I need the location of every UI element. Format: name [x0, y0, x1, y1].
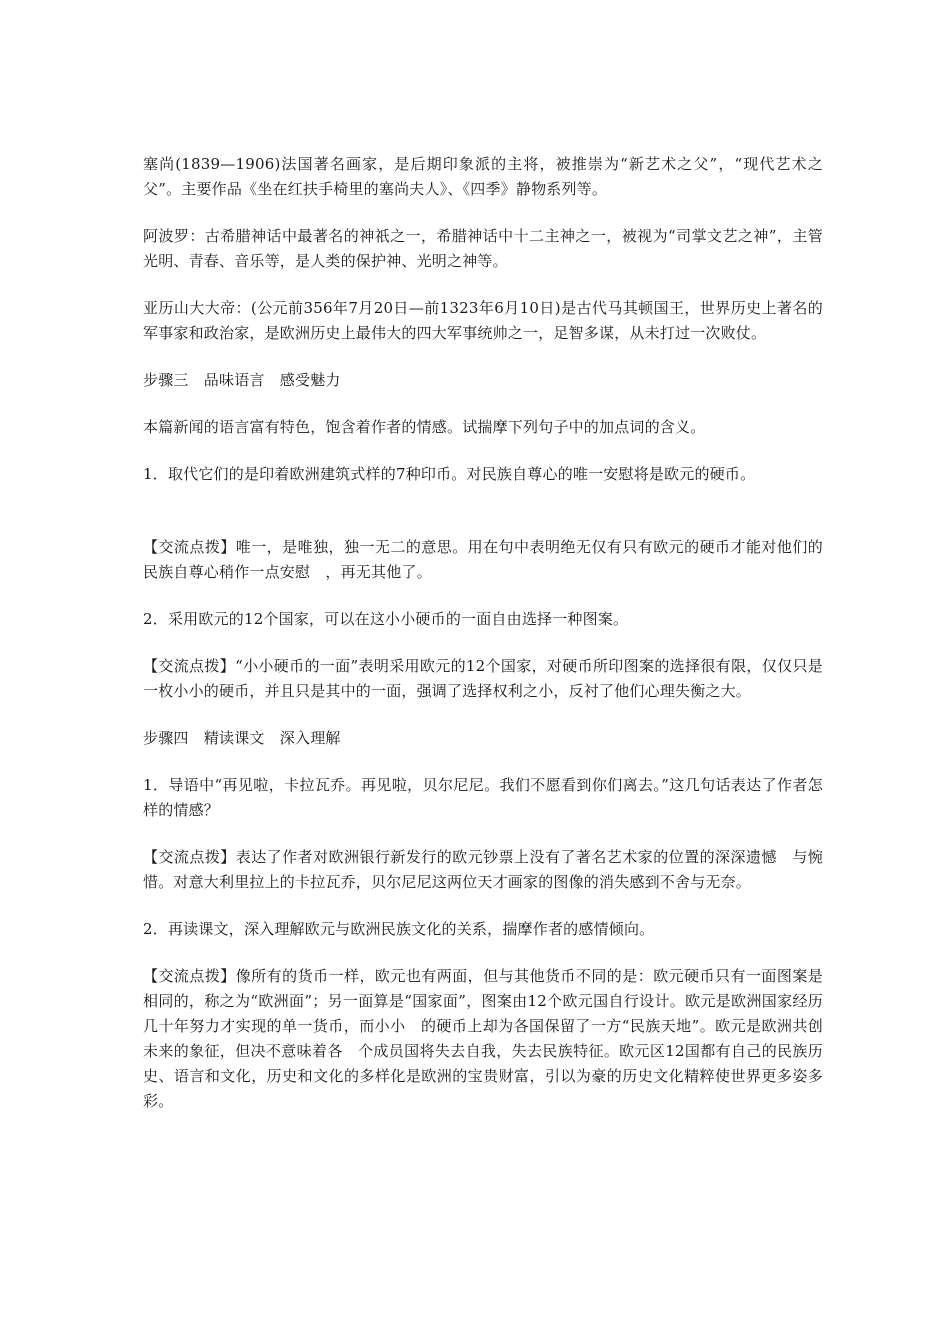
answer-three: 【交流点拨】表达了作者对欧洲银行新发行的欧元钞票上没有了著名艺术家的位置的深深遗憾 与惋惜。对意大利里拉上的卡拉瓦乔，贝尔尼尼这两位天才画家的图像的消失感到不舍与无奈。	[143, 848, 823, 891]
step-four-heading: 步骤四 精读课文 深入理解	[143, 729, 341, 747]
question-four: 2．再读课文，深入理解欧元与欧洲民族文化的关系，揣摩作者的感情倾向。	[143, 920, 655, 938]
paragraph-language-intro: 本篇新闻的语言富有特色，饱含着作者的情感。试揣摩下列句子中的加点词的含义。	[143, 418, 706, 436]
answer-one: 【交流点拨】唯一，是唯独，独一无二的意思。用在句中表明绝无仅有只有欧元的硬币才能对他们的民族自尊心稍作一点安慰 ，再无其他了。	[143, 538, 823, 581]
question-three: 1．导语中“再见啦，卡拉瓦乔。再见啦，贝尔尼尼。我们不愿看到你们离去。”这几句话表达了作者怎样的情感？	[143, 776, 823, 819]
answer-four: 【交流点拨】像所有的货币一样，欧元也有两面，但与其他货币不同的是：欧元硬币只有一面图案是相同的，称之为“欧洲面”；另一面算是“国家面”，图案由12个欧元国自行设计。欧元是欧洲国家经历几十年努力才实现的单一货币，而小小 的硬币上却为各国保留了一方“民族天地”。欧元是欧洲共创未来的象征，但决不意味着各 个成员国将失去自我，失去民族特征。欧元区12国都有自己的民族历史、语言和文化，历史和文化的多样化是欧洲的宝贵财富，引以为豪的历史文化精粹使世界更多姿多彩。	[143, 967, 823, 1110]
paragraph-apollo: 阿波罗：古希腊神话中最著名的神祇之一，希腊神话中十二主神之一，被视为“司掌文艺之神”，主管光明、青春、音乐等，是人类的保护神、光明之神等。	[143, 227, 823, 270]
step-three-heading: 步骤三 品味语言 感受魅力	[143, 371, 341, 389]
question-one-sentence: 1．取代它们的是印着欧洲建筑式样的7种印币。对民族自尊心的唯一安慰将是欧元的硬币。	[143, 465, 756, 483]
paragraph-alexander: 亚历山大大帝：(公元前356年7月20日—前1323年6月10日)是古代马其顿国王，世界历史上著名的军事家和政治家，是欧洲历史上最伟大的四大军事统帅之一，足智多谋，从未打过一次败仗。	[143, 299, 823, 342]
question-two-sentence: 2．采用欧元的12个国家，可以在这小小硬币的一面自由选择一种图案。	[143, 610, 629, 628]
document-page	[143, 152, 823, 1136]
paragraph-cezanne: 塞尚(1839—1906)法国著名画家，是后期印象派的主将，被推崇为“新艺术之父”，“现代艺术之父”。主要作品《坐在红扶手椅里的塞尚夫人》、《四季》静物系列等。	[143, 155, 823, 198]
answer-two: 【交流点拨】“小小硬币的一面”表明采用欧元的12个国家，对硬币所印图案的选择很有限，仅仅只是一枚小小的硬币，并且只是其中的一面，强调了选择权利之小，反衬了他们心理失衡之大。	[143, 657, 823, 700]
